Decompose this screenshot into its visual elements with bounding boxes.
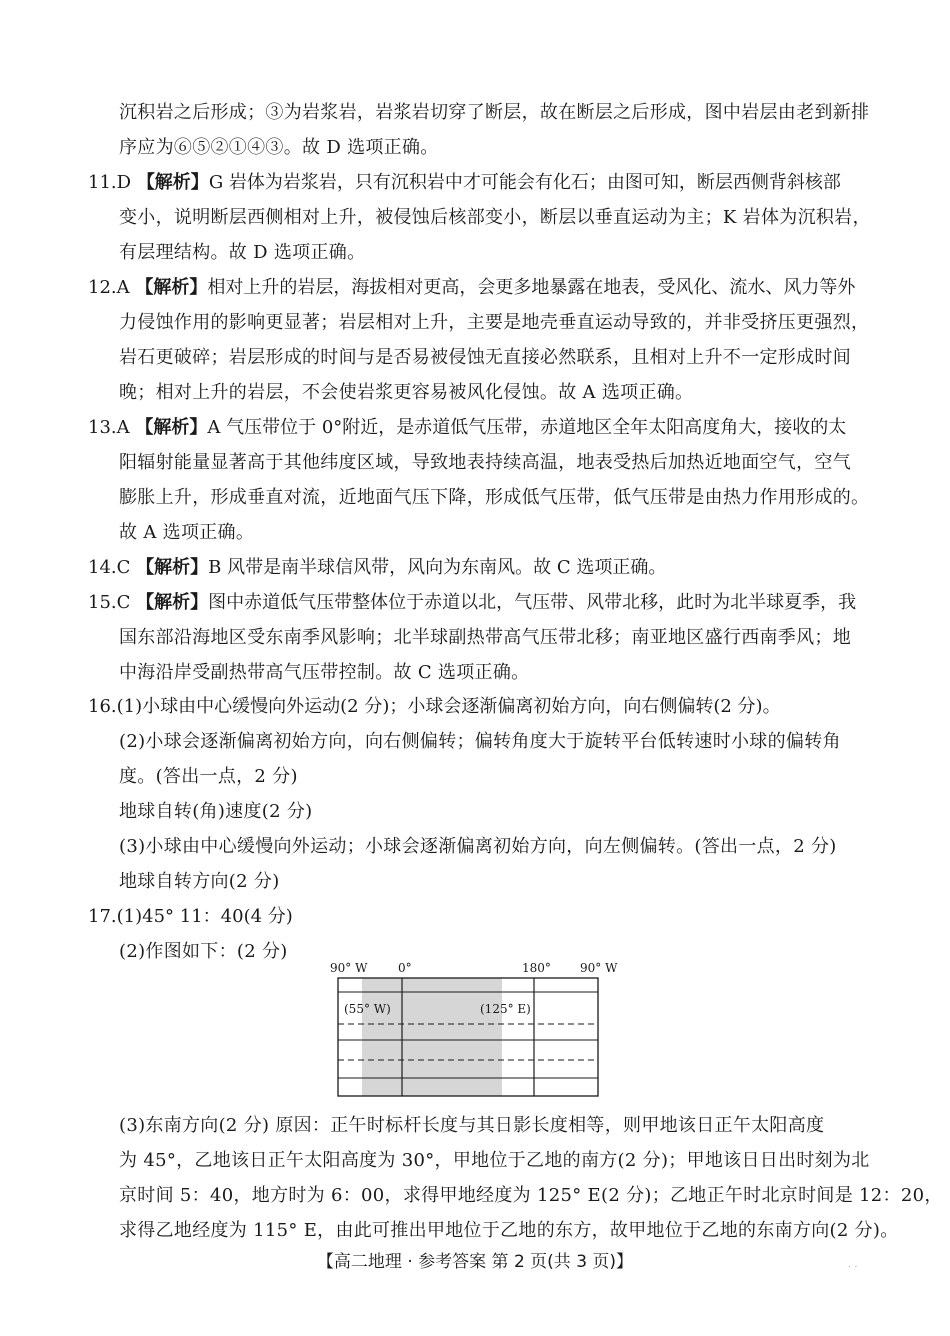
q11-text: G 岩体为岩浆岩，只有沉积岩中才可能会有化石；由图可知，断层西侧背斜核部 <box>208 172 841 193</box>
label-90w-right: 90° W <box>580 961 618 975</box>
q13-number: 13. <box>88 417 117 438</box>
text-line: 晚；相对上升的岩层，不会使岩浆更容易被风化侵蚀。故 A 选项正确。 <box>119 382 694 403</box>
q16-item <box>88 694 781 720</box>
text-line: 力侵蚀作用的影响更显著；岩层相对上升，主要是地壳垂直运动导致的，并非受挤压更强烈， <box>119 312 870 333</box>
footer-dots: · · <box>848 1262 858 1273</box>
text-line: 阳辐射能量显著高于其他纬度区域，导致地表持续高温，地表受热后加热近地面空气，空气 <box>119 452 851 473</box>
q15-answer: C <box>116 592 131 613</box>
text-line: 地球自转(角)速度(2 分) <box>119 801 313 822</box>
text-line: (2)小球会逐渐偏离初始方向，向右侧偏转；偏转角度大于旋转平台低转速时小球的偏转角 <box>119 731 841 752</box>
label-180: 180° <box>522 961 551 975</box>
q14-item <box>88 555 666 581</box>
text-line: 中海沿岸受副热带高气压带控制。故 C 选项正确。 <box>119 662 530 683</box>
q15-tag: 【解析】 <box>136 592 209 613</box>
q17-item <box>88 904 293 930</box>
label-90w-left: 90° W <box>330 961 368 975</box>
text-line: 变小，说明断层西侧相对上升，被侵蚀后核部变小，断层以垂直运动为主；K 岩体为沉积岩， <box>119 207 871 228</box>
q17-text: (1)45° 11：40(4 分) <box>116 906 293 927</box>
q13-text: A 气压带位于 0°附近，是赤道低气压带，赤道地区全年太阳高度角大，接收的太 <box>207 417 847 438</box>
page-footer: 【高二地理 · 参考答案 第 2 页(共 3 页)】 <box>316 1252 634 1272</box>
text-line: 京时间 5：40，地方时为 6：00，求得甲地经度为 125° E(2 分)；乙地正午时北京时间是 12：20， <box>119 1185 943 1206</box>
text-line: 岩石更破碎；岩层形成的时间与是否易被侵蚀无直接必然联系，且相对上升不一定形成时间 <box>119 347 851 368</box>
text-line: 为 45°，乙地该日正午太阳高度为 30°，甲地位于乙地的南方(2 分)；甲地该日日出时刻为北 <box>119 1150 870 1171</box>
q13-tag: 【解析】 <box>135 417 208 438</box>
text-line: 膨胀上升，形成垂直对流，近地面气压下降，形成低气压带，低气压带是由热力作用形成的。 <box>119 487 870 508</box>
q14-answer: C <box>116 557 131 578</box>
text-line: 国东部沿海地区受东南季风影响；北半球副热带高气压带北移；南亚地区盛行西南季风；地 <box>119 627 851 648</box>
q14-text: B 风带是南半球信风带，风向为东南风。故 C 选项正确。 <box>208 557 667 578</box>
q16-text: (1)小球由中心缓慢向外运动(2 分)；小球会逐渐偏离初始方向，向右侧偏转(2 分)。 <box>116 696 781 717</box>
text-line: 序应为⑥⑤②①④③。故 D 选项正确。 <box>119 137 439 158</box>
q11-answer: D <box>116 172 132 193</box>
q12-text: 相对上升的岩层，海拔相对更高，会更多地暴露在地表，受风化、流水、风力等外 <box>207 277 856 298</box>
text-line: 故 A 选项正确。 <box>119 522 255 543</box>
q17-number: 17. <box>88 906 117 927</box>
q17-3-text: (3)东南方向(2 分) 原因：正午时标杆长度与其日影长度相等，则甲地该日正午太阳高度 <box>119 1115 825 1136</box>
q11-number: 11. <box>88 172 117 193</box>
q12-item <box>88 275 855 301</box>
text-line: 地球自转方向(2 分) <box>119 871 280 892</box>
q16-number: 16. <box>88 696 117 717</box>
q15-text: 图中赤道低气压带整体位于赤道以北，气压带、风带北移，此时为北半球夏季，我 <box>208 592 857 613</box>
text-line: (2)作图如下：(2 分) <box>119 941 288 962</box>
q13-answer: A <box>116 417 130 438</box>
q14-number: 14. <box>88 557 117 578</box>
label-55w: (55° W) <box>344 1002 391 1016</box>
q11-item <box>88 170 841 196</box>
longitude-diagram <box>322 958 632 1106</box>
q13-item <box>88 415 846 441</box>
text-line: 度。(答出一点，2 分) <box>119 766 298 787</box>
q12-answer: A <box>116 277 130 298</box>
q14-tag: 【解析】 <box>136 557 209 578</box>
q12-number: 12. <box>88 277 117 298</box>
label-125e: (125° E) <box>480 1002 531 1016</box>
text-line: 求得乙地经度为 115° E，由此可推出甲地位于乙地的东方，故甲地位于乙地的东南方向(2 分)。 <box>119 1220 899 1241</box>
q15-number: 15. <box>88 592 117 613</box>
q11-tag: 【解析】 <box>136 172 209 193</box>
q15-item <box>88 590 856 616</box>
text-line: 沉积岩之后形成；③为岩浆岩，岩浆岩切穿了断层，故在断层之后形成，图中岩层由老到新排 <box>119 102 870 123</box>
text-line: 有层理结构。故 D 选项正确。 <box>119 242 366 263</box>
q12-tag: 【解析】 <box>135 277 208 298</box>
label-0: 0° <box>398 961 412 975</box>
text-line: (3)小球由中心缓慢向外运动；小球会逐渐偏离初始方向，向左侧偏转。(答出一点，2 分) <box>119 836 837 857</box>
